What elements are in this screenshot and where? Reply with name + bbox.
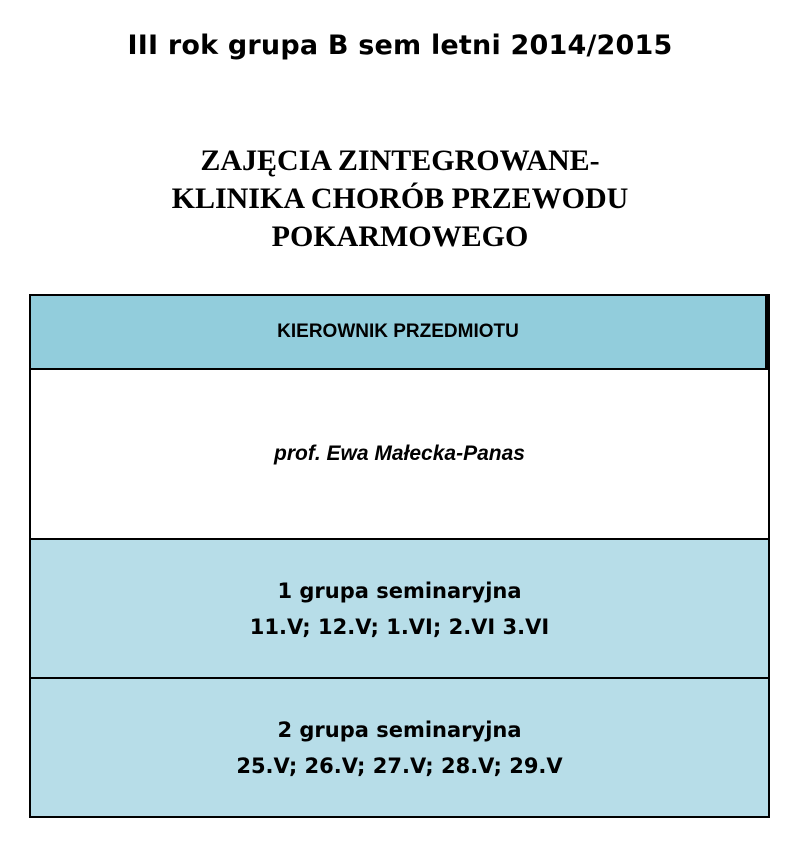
- subject-title-line-2: KLINIKA CHORÓB PRZEWODU: [171, 182, 629, 215]
- subject-title-line-1: ZAJĘCIA ZINTEGROWANE-: [200, 144, 600, 177]
- seminar-group-name: 2 grupa seminaryjna: [277, 717, 522, 742]
- table-header-label: KIEROWNIK PRZEDMIOTU: [277, 321, 519, 342]
- seminar-group-row-2: [31, 679, 768, 816]
- seminar-group-dates: 25.V; 26.V; 27.V; 28.V; 29.V: [236, 753, 563, 778]
- subject-title: [0, 142, 800, 256]
- course-leader-name: prof. Ewa Małecka-Panas: [274, 442, 525, 465]
- seminar-group-dates: 11.V; 12.V; 1.VI; 2.VI 3.VI: [249, 614, 550, 639]
- subject-title-line-3: POKARMOWEGO: [271, 220, 529, 253]
- seminar-group-name: 1 grupa seminaryjna: [277, 578, 522, 603]
- schedule-table: [29, 294, 770, 818]
- page-title: III rok grupa B sem letni 2014/2015: [127, 30, 673, 61]
- table-header-row: [31, 296, 768, 370]
- seminar-group-row-1: [31, 540, 768, 679]
- course-leader-row: [31, 370, 768, 540]
